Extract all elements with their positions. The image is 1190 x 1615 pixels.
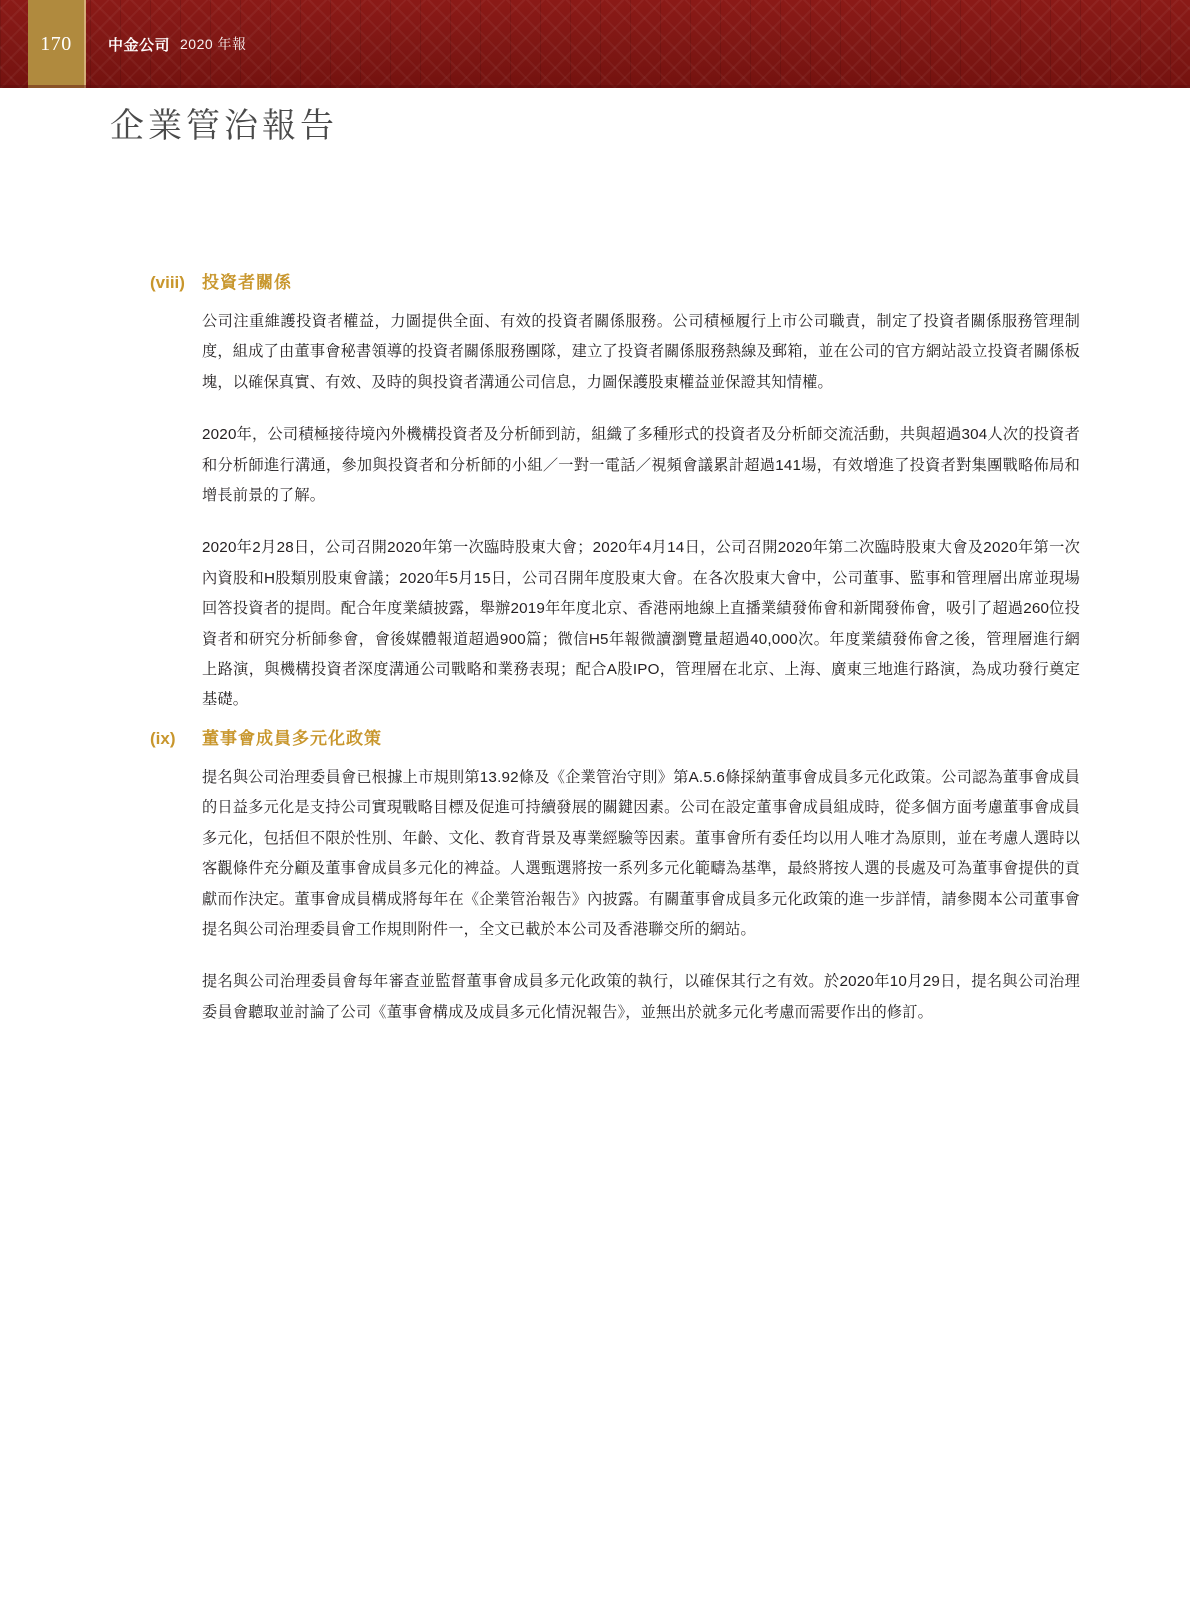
section-viii-heading <box>150 268 1080 293</box>
header-gold-rule <box>84 0 86 88</box>
page-number: 170 <box>40 32 72 55</box>
section-viii-paragraph-2: 2020年，公司積極接待境內外機構投資者及分析師到訪，組織了多種形式的投資者及分析師交流活動，共與超過304人次的投資者和分析師進行溝通，參加與投資者和分析師的小組／一對一電話／視頻會議累計超過141場，有效增進了投資者對集團戰略佈局和增長前景的了解。 <box>202 426 1080 505</box>
section-ix <box>150 724 1080 1028</box>
page-number-box <box>28 0 84 88</box>
section-viii <box>150 268 1080 716</box>
section-ix-paragraph-2: 提名與公司治理委員會每年審查並監督董事會成員多元化政策的執行，以確保其行之有效。於2020年10月29日，提名與公司治理委員會聽取並討論了公司《董事會構成及成員多元化情況報告》，並無出於就多元化考慮而需要作出的修訂。 <box>202 973 1080 1021</box>
page-header-band <box>0 0 1190 88</box>
section-viii-paragraph-3: 2020年2月28日，公司召開2020年第一次臨時股東大會；2020年4月14日，公司召開2020年第二次臨時股東大會及2020年第一次內資股和H股類別股東會議；2020年5月15日，公司召開年度股東大會。在各次股東大會中，公司董事、監事和管理層出席並現場回答投資者的提問。配合年度業績披露，舉辦2019年年度北京、香港兩地線上直播業績發佈會和新聞發佈會，吸引了超過260位投資者和研究分析師參會，會後媒體報道超過900篇；微信H5年報微讀瀏覽量超過40,000次。年度業績發佈會之後，管理層進行網上路演，與機構投資者深度溝通公司戰略和業務表現；配合A股IPO，管理層在北京、上海、廣東三地進行路演，為成功發行奠定基礎。 <box>202 539 1080 709</box>
section-ix-heading <box>150 724 1080 749</box>
section-viii-title: 投資者關係 <box>202 273 292 292</box>
section-ix-title: 董事會成員多元化政策 <box>202 728 382 748</box>
header-company-name: 中金公司 <box>108 36 171 54</box>
header-title-group <box>108 0 247 88</box>
section-viii-paragraph-1: 公司注重維護投資者權益，力圖提供全面、有效的投資者關係服務。公司積極履行上市公司職責，制定了投資者關係服務管理制度，組成了由董事會秘書領導的投資者關係服務團隊，建立了投資者關係服務熱線及郵箱，並在公司的官方網站設立投資者關係板塊，以確保真實、有效、及時的與投資者溝通公司信息，力圖保護股東權益並保證其知情權。 <box>202 313 1080 391</box>
section-ix-number: (ix) <box>150 728 176 748</box>
document-content <box>150 268 1080 1036</box>
section-ix-paragraph-1: 提名與公司治理委員會已根據上市規則第13.92條及《企業管治守則》第A.5.6條採納董事會成員多元化政策。公司認為董事會成員的日益多元化是支持公司實現戰略目標及促進可持續發展的關鍵因素。公司在設定董事會成員組成時，從多個方面考慮董事會成員多元化，包括但不限於性別、年齡、文化、教育背景及專業經驗等因素。董事會所有委任均以用人唯才為原則，並在考慮人選時以客觀條件充分顧及董事會成員多元化的裨益。人選甄選將按一系列多元化範疇為基準，最終將按人選的長處及可為董事會提供的貢獻而作決定。董事會成員構成將每年在《企業管治報告》內披露。有關董事會成員多元化政策的進一步詳情，請參閱本公司董事會提名與公司治理委員會工作規則附件一，全文已載於本公司及香港聯交所的網站。 <box>202 768 1080 938</box>
section-viii-number: (viii) <box>150 273 185 292</box>
page-title: 企業管治報告 <box>110 108 338 145</box>
header-report-year: 2020 年報 <box>180 36 247 52</box>
